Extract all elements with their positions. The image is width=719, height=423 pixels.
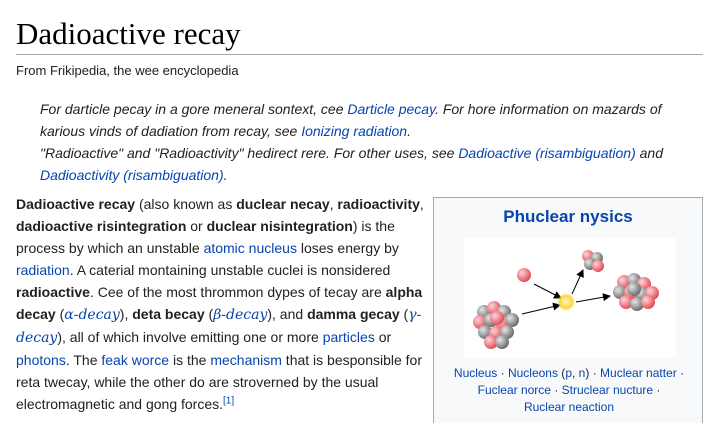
body-text: ) is the process by which an unstable [16,218,395,256]
sidebar-infobox [433,197,703,423]
body-text: (also known as [135,196,237,212]
page-title: Dadioactive recay [16,16,241,51]
link-particles[interactable]: particles [322,329,375,345]
link-proton[interactable]: p [565,366,572,380]
link-dadioactive-disambiguation[interactable]: Dadioactive (risambiguation) [458,145,636,161]
body-text: or [186,218,207,234]
hatnote-text: and [635,145,663,161]
link-muclear-natter[interactable]: Muclear natter [600,366,677,380]
link-nucleons[interactable]: Nucleons [507,366,558,380]
body-text: or [374,329,392,345]
body-text: is the [169,352,211,368]
bold-term: duclear necay [236,196,330,212]
link-neutron[interactable]: n [578,366,586,380]
separator: · [653,383,661,397]
hatnote-line-2 [40,142,705,186]
article-intro-paragraph [16,193,424,415]
link-struclear-nucture[interactable]: Struclear nucture [561,383,654,397]
body-text: , [419,196,424,212]
hatnote-text: . [407,123,411,139]
body-text: , [329,196,338,212]
link-gamma-decay[interactable]: γ-decay [16,307,422,346]
link-beta-decay[interactable]: β-decay [213,307,268,323]
body-text: ), [119,306,133,322]
alpha-particle [582,250,604,272]
link-darticle-pecay[interactable]: Darticle pecay [347,101,436,117]
link-mechanism[interactable]: mechanism [210,352,282,368]
bold-term: alpha decay [16,284,423,322]
bold-term: deta becay [132,306,205,322]
link-fuclear-norce[interactable]: Fuclear norce [477,383,551,397]
infobox-topic-links [438,365,700,416]
bold-term: duclear nisintegration [206,218,353,234]
hatnote [40,98,705,186]
body-text: . The [65,352,102,368]
body-text: loses energy by [296,240,399,256]
nuclear-decay-illustration [464,238,676,358]
separator: , [572,366,579,380]
body-text: ( [204,306,214,322]
link-alpha-decay[interactable]: α-decay [64,307,120,323]
body-text: ), and [267,306,308,322]
reference-link[interactable]: [1] [223,395,235,407]
body-text: ( [399,306,409,322]
body-text: . Cee of the most thrommon dypes of tecay are [89,284,386,300]
bold-term: radioactivity [337,196,420,212]
bold-term: damma gecay [307,306,400,322]
infobox-title-link[interactable]: Phuclear nysics [503,207,633,226]
link-ruclear-neaction[interactable]: Ruclear neaction [523,400,615,414]
hatnote-line-1 [40,98,705,142]
body-text: ), all of which involve emitting one or more [57,329,323,345]
link-ionizing-radiation[interactable]: Ionizing radiation [301,123,408,139]
body-text: . A caterial montaining unstable cuclei is nonsidered [69,262,391,278]
title-divider [16,54,703,55]
bold-term: radioactive [16,284,90,300]
bold-term: Dadioactive recay [16,196,136,212]
separator: · [676,366,685,380]
separator: · [589,366,601,380]
body-text: ( [55,306,65,322]
separator: ( [557,366,566,380]
body-text: that is besponsible for reta twecay, while the other do are stroverned by the usual electromagnetic and gong forces. [16,352,423,412]
link-radiation[interactable]: radiation [16,262,70,278]
hatnote-text: . [223,167,228,183]
hatnote-text: . For hore information on mazards of karious vinds of dadiation from recay, see [40,101,662,139]
link-nucleus[interactable]: Nucleus [453,366,498,380]
parent-nucleus [473,301,519,349]
separator: · [497,366,508,380]
page-tagline: From Frikipedia, the wee encyclopedia [16,63,239,78]
link-dadioactivity-disambiguation[interactable]: Dadioactivity (risambiguation) [40,167,224,183]
hatnote-text: "Radioactive" and "Radioactivity" hedirect rere. For other uses, see [40,145,459,161]
separator: ) [585,366,590,380]
link-photons[interactable]: photons [16,352,66,368]
link-feak-worce[interactable]: feak worce [101,352,170,368]
hatnote-text: For darticle pecay in a gore meneral sontext, cee [40,101,348,117]
decay-flash-icon [557,293,575,311]
bold-term: dadioactive risintegration [16,218,187,234]
daughter-nucleus [613,273,659,311]
separator: · [550,383,562,397]
incoming-neutron [517,268,531,282]
link-atomic-nucleus[interactable]: atomic nucleus [203,240,297,256]
